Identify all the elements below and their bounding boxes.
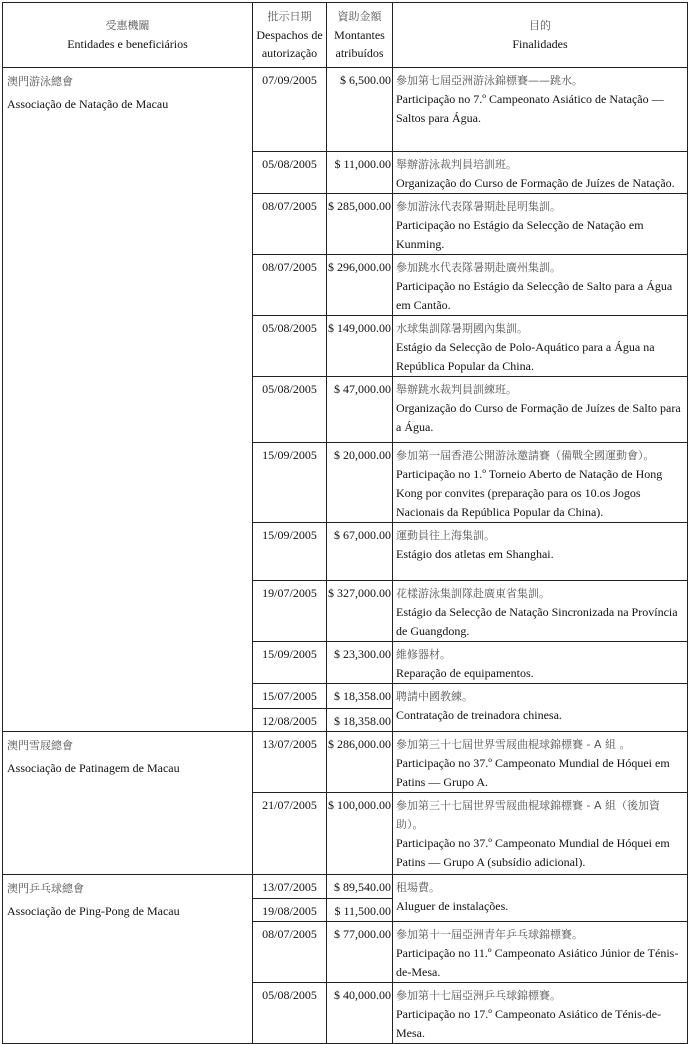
entity-name-pt: Associação de Natação de Macau (7, 97, 169, 111)
purpose-cell (393, 732, 688, 793)
purpose-pt: Participação no 11.º Campeonato Asiático Júnior de Ténis-de-Mesa. (396, 946, 679, 979)
amount-cell: $ 67,000.00 (327, 523, 393, 581)
purpose-pt: Contratação de treinadora chinesa. (396, 708, 562, 722)
purpose-pt: Estágio da Selecção de Polo-Aquático para a Água na República Popular da China. (396, 340, 655, 373)
purpose-pt: Organização do Curso de Formação de Juízes de Natação. (396, 176, 675, 190)
purpose-zh: 參加跳水代表隊暑期赴廣州集訓。 (396, 261, 561, 274)
date-cell: 13/07/2005 (253, 732, 327, 793)
purpose-zh: 參加第一屆香港公開游泳邀請賽（備戰全國運動會）。 (396, 449, 655, 462)
purpose-zh: 花樣游泳集訓隊赴廣東省集訓。 (396, 587, 550, 600)
amount-cell: $ 296,000.00 (327, 255, 393, 316)
entity-name-pt: Associação de Ping-Pong de Macau (7, 904, 180, 918)
header-date-pt: Despachos de autorização (256, 28, 323, 60)
purpose-zh: 參加第七屆亞洲游泳錦標賽——跳水。 (396, 74, 583, 87)
header-entity (3, 3, 253, 68)
date-cell: 08/07/2005 (253, 255, 327, 316)
amount-cell: $ 77,000.00 (327, 922, 393, 983)
date-cell: 15/07/2005 (253, 684, 327, 709)
purpose-pt: Participação no 7.º Campeonato Asiático de Natação — Saltos para Água. (396, 92, 664, 125)
purpose-cell (393, 523, 688, 581)
purpose-zh: 參加第三十七屆世界雪屐曲棍球錦標賽 - A 組 。 (396, 738, 631, 751)
amount-cell: $ 149,000.00 (327, 316, 393, 377)
header-amount-pt: Montantes atribuídos (334, 28, 385, 60)
header-entity-pt: Entidades e beneficiários (67, 37, 188, 51)
amount-cell: $ 47,000.00 (327, 377, 393, 443)
date-cell: 15/09/2005 (253, 443, 327, 523)
header-purpose (393, 3, 688, 68)
date-cell: 12/08/2005 (253, 709, 327, 732)
purpose-cell (393, 68, 688, 152)
purpose-cell (393, 377, 688, 443)
date-cell: 05/08/2005 (253, 316, 327, 377)
date-cell: 08/07/2005 (253, 922, 327, 983)
purpose-pt: Participação no Estágio da Selecção de Salto para a Água em Cantão. (396, 279, 673, 312)
purpose-pt: Participação no 1.º Torneio Aberto de Natação de Hong Kong por convites (preparação para os 10.os Jogos Nacionais da República Popular da China). (396, 467, 663, 519)
purpose-zh: 租場費。 (396, 881, 440, 894)
purpose-zh: 維修器材。 (396, 648, 451, 661)
amount-cell: $ 20,000.00 (327, 443, 393, 523)
date-cell: 19/07/2005 (253, 581, 327, 642)
table-row (3, 68, 688, 152)
purpose-cell (393, 922, 688, 983)
purpose-cell (393, 194, 688, 255)
entity-name-zh: 澳門游泳總會 (7, 75, 73, 88)
purpose-cell (393, 793, 688, 875)
header-entity-zh: 受惠機關 (105, 19, 150, 32)
entity-name-zh: 澳門雪屐總會 (7, 739, 73, 752)
purpose-zh: 聘請中國教練。 (396, 690, 473, 703)
date-cell: 05/08/2005 (253, 377, 327, 443)
purpose-zh: 水球集訓隊暑期國內集訓。 (396, 322, 528, 335)
header-row (3, 3, 688, 68)
purpose-pt: Participação no 37.º Campeonato Mundial de Hóquei em Patins — Grupo A. (396, 756, 670, 789)
purpose-cell (393, 642, 688, 684)
purpose-pt: Estágio da Selecção de Natação Sincronizada na Província de Guangdong. (396, 605, 678, 638)
amount-cell: $ 6,500.00 (327, 68, 393, 152)
purpose-pt: Aluguer de instalações. (396, 899, 509, 913)
purpose-cell (393, 581, 688, 642)
header-purpose-zh: 目的 (529, 19, 551, 32)
amount-cell: $ 18,358.00 (327, 709, 393, 732)
purpose-zh: 參加第三十七屆世界雪屐曲棍球錦標賽 - A 組（後加資助）。 (396, 799, 660, 831)
purpose-pt: Participação no 37.º Campeonato Mundial de Hóquei em Patins — Grupo A (subsídio adicional). (396, 836, 670, 869)
date-cell: 05/08/2005 (253, 152, 327, 194)
header-date-zh: 批示日期 (267, 10, 312, 23)
date-cell: 21/07/2005 (253, 793, 327, 875)
purpose-pt: Participação no Estágio da Selecção de Natação em Kunming. (396, 218, 644, 251)
header-amount (327, 3, 393, 68)
amount-cell: $ 285,000.00 (327, 194, 393, 255)
amount-cell: $ 100,000.00 (327, 793, 393, 875)
purpose-pt: Participação no 17.º Campeonato Asiático de Ténis-de-Mesa. (396, 1007, 662, 1040)
amount-cell: $ 40,000.00 (327, 983, 393, 1044)
date-cell: 15/09/2005 (253, 523, 327, 581)
date-cell: 08/07/2005 (253, 194, 327, 255)
date-cell: 05/08/2005 (253, 983, 327, 1044)
purpose-cell (393, 152, 688, 194)
entity-name-pt: Associação de Patinagem de Macau (7, 761, 180, 775)
amount-cell: $ 286,000.00 (327, 732, 393, 793)
purpose-cell (393, 255, 688, 316)
amount-cell: $ 327,000.00 (327, 581, 393, 642)
entity-name-zh: 澳門乒乓球總會 (7, 882, 84, 895)
purpose-zh: 舉辦游泳裁判員培訓班。 (396, 158, 517, 171)
header-date (253, 3, 327, 68)
amount-cell: $ 11,000.00 (327, 152, 393, 194)
date-cell: 07/09/2005 (253, 68, 327, 152)
grants-table (2, 2, 688, 1044)
date-cell: 13/07/2005 (253, 875, 327, 899)
purpose-pt: Reparação de equipamentos. (396, 666, 534, 680)
purpose-cell (393, 316, 688, 377)
entity-cell (3, 68, 253, 732)
purpose-pt: Estágio dos atletas em Shanghai. (396, 547, 554, 561)
amount-cell: $ 89,540.00 (327, 875, 393, 899)
entity-cell (3, 875, 253, 1044)
purpose-zh: 參加第十一屆亞洲青年乒乓球錦標賽。 (396, 928, 583, 941)
purpose-zh: 舉辦跳水裁判員訓練班。 (396, 383, 517, 396)
table-row (3, 732, 688, 793)
purpose-zh: 參加第十七屆亞洲乒乓球錦標賽。 (396, 989, 561, 1002)
entity-cell (3, 732, 253, 875)
purpose-zh: 運動員往上海集訓。 (396, 529, 495, 542)
header-purpose-pt: Finalidades (512, 37, 568, 51)
purpose-cell (393, 875, 688, 922)
amount-cell: $ 23,300.00 (327, 642, 393, 684)
purpose-pt: Organização do Curso de Formação de Juízes de Salto para a Água. (396, 401, 681, 434)
purpose-cell (393, 983, 688, 1044)
amount-cell: $ 18,358.00 (327, 684, 393, 709)
date-cell: 15/09/2005 (253, 642, 327, 684)
table-row (3, 875, 688, 899)
purpose-zh: 參加游泳代表隊暑期赴昆明集訓。 (396, 200, 561, 213)
amount-cell: $ 11,500.00 (327, 899, 393, 922)
purpose-cell (393, 443, 688, 523)
date-cell: 19/08/2005 (253, 899, 327, 922)
header-amount-zh: 資助金額 (337, 10, 382, 23)
purpose-cell (393, 684, 688, 732)
